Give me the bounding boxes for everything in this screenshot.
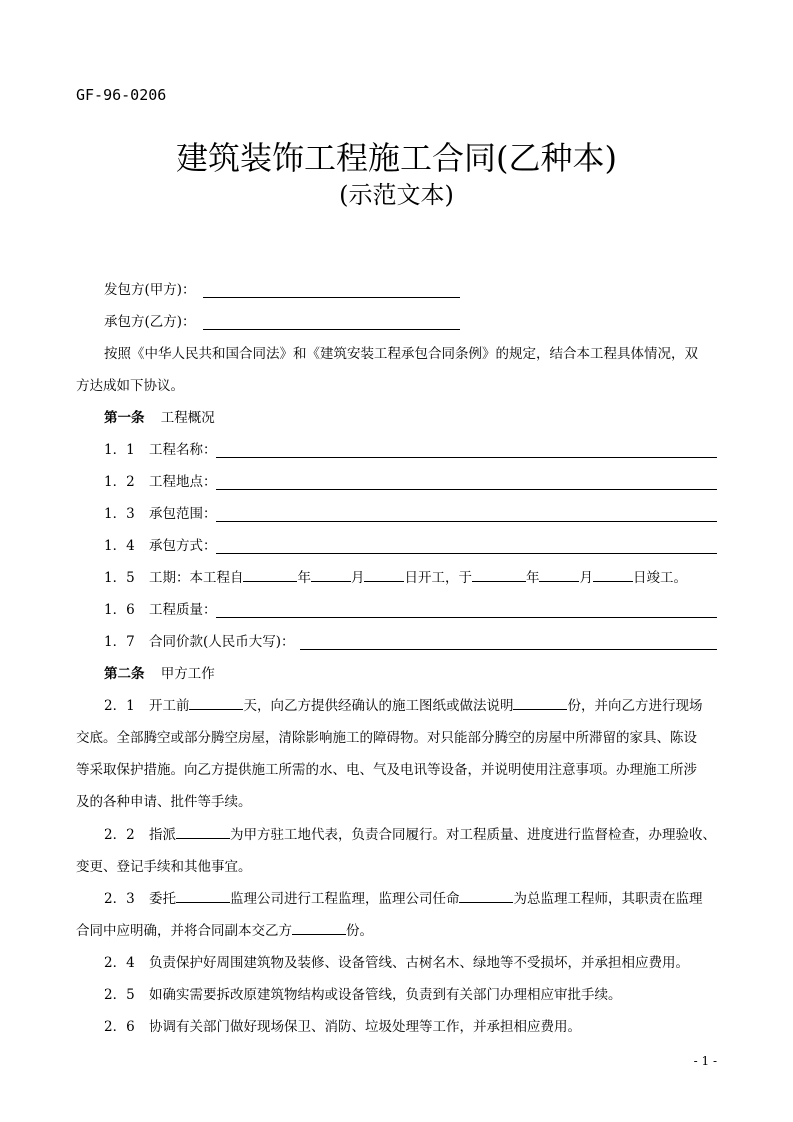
clause-1-4 bbox=[104, 536, 216, 556]
clause-number: 2．5 bbox=[104, 987, 135, 1003]
clause-2-1-line-2: 交底。全部腾空或部分腾空房屋，清除影响施工的障碍物。对只能部分腾空的房屋中所滞留的家具、陈设 bbox=[76, 730, 697, 746]
article-1-number: 第一条 bbox=[104, 410, 145, 426]
clause-text: 为总监理工程师，其职责在监理 bbox=[513, 891, 703, 907]
project-location-field[interactable] bbox=[216, 488, 717, 490]
party-a-label: 发包方(甲方)： bbox=[104, 282, 196, 298]
clause-label: 承包范围： bbox=[148, 506, 217, 522]
clause-1-7 bbox=[104, 632, 295, 652]
days-before-start-field[interactable] bbox=[189, 696, 243, 710]
preamble-line-2: 方达成如下协议。 bbox=[76, 378, 184, 394]
clause-1-1 bbox=[104, 440, 216, 460]
clause-2-1-line-4: 及的各种申请、批件等手续。 bbox=[76, 794, 252, 810]
clause-text: 工期：本工程自 bbox=[148, 570, 244, 586]
clause-number: 1．2 bbox=[104, 474, 135, 490]
start-month-field[interactable] bbox=[311, 568, 351, 582]
document-title: 建筑装饰工程施工合同(乙种本) bbox=[176, 139, 617, 177]
site-representative-field[interactable] bbox=[176, 825, 230, 839]
contract-scope-field[interactable] bbox=[216, 520, 717, 522]
article-2-title: 甲方工作 bbox=[160, 666, 215, 682]
start-day-field[interactable] bbox=[364, 568, 404, 582]
supervision-company-field[interactable] bbox=[176, 889, 230, 903]
clause-2-1-line-1 bbox=[104, 696, 702, 716]
clause-1-6 bbox=[104, 600, 216, 620]
clause-2-5 bbox=[104, 985, 621, 1005]
end-year-field[interactable] bbox=[472, 568, 526, 582]
clause-text: 份，并向乙方进行现场 bbox=[567, 698, 703, 714]
clause-label: 工程地点： bbox=[148, 474, 217, 490]
clause-number: 1．7 bbox=[104, 634, 135, 650]
clause-number: 2．6 bbox=[104, 1019, 135, 1035]
article-2-heading bbox=[104, 664, 215, 684]
party-b-label: 承包方(乙方)： bbox=[104, 314, 196, 330]
clause-2-6 bbox=[104, 1017, 581, 1037]
clause-1-3 bbox=[104, 504, 216, 524]
month-label: 月 bbox=[350, 570, 365, 586]
clause-text: 指派 bbox=[148, 827, 176, 843]
clause-text: 负责保护好周围建筑物及装修、设备管线、古树名木、绿地等不受损坏，并承担相应费用。 bbox=[148, 955, 689, 971]
clause-number: 2．3 bbox=[104, 891, 135, 907]
clause-number: 2．4 bbox=[104, 955, 135, 971]
project-quality-field[interactable] bbox=[216, 616, 717, 618]
document-code: GF-96-0206 bbox=[76, 86, 167, 104]
clause-text: 日竣工。 bbox=[632, 570, 687, 586]
end-month-field[interactable] bbox=[539, 568, 579, 582]
clause-text: 份。 bbox=[346, 923, 373, 939]
year-label: 年 bbox=[525, 570, 540, 586]
clause-2-2-line-2: 变更、登记手续和其他事宜。 bbox=[76, 859, 252, 875]
project-name-field[interactable] bbox=[216, 456, 717, 458]
clause-label: 承包方式： bbox=[148, 538, 217, 554]
chief-engineer-field[interactable] bbox=[459, 889, 513, 903]
preamble-line-1: 按照《中华人民共和国合同法》和《建筑安装工程承包合同条例》的规定，结合本工程具体情况，双 bbox=[104, 346, 698, 362]
clause-number: 1．6 bbox=[104, 602, 135, 618]
document-subtitle: (示范文本) bbox=[339, 181, 454, 209]
clause-number: 1．3 bbox=[104, 506, 135, 522]
article-2-number: 第二条 bbox=[104, 666, 145, 682]
contract-price-field[interactable] bbox=[300, 648, 717, 650]
clause-label: 合同价款(人民币大写)： bbox=[148, 634, 295, 650]
page-number: - 1 - bbox=[693, 1054, 717, 1068]
clause-2-1-line-3: 等采取保护措施。向乙方提供施工所需的水、电、气及电讯等设备，并说明使用注意事项。办理施工所涉 bbox=[76, 762, 697, 778]
clause-text: 如确实需要拆改原建筑物结构或设备管线，负责到有关部门办理相应审批手续。 bbox=[148, 987, 622, 1003]
clause-number: 1．5 bbox=[104, 570, 135, 586]
clause-text: 合同中应明确，并将合同副本交乙方 bbox=[76, 923, 292, 939]
drawing-copies-field[interactable] bbox=[513, 696, 567, 710]
party-b-field[interactable] bbox=[203, 328, 460, 330]
month-label: 月 bbox=[579, 570, 593, 586]
clause-2-4 bbox=[104, 953, 689, 973]
clause-number: 2．2 bbox=[104, 827, 135, 843]
clause-1-2 bbox=[104, 472, 216, 492]
clause-2-3-line-2 bbox=[76, 921, 373, 941]
party-a-row bbox=[104, 280, 196, 300]
contract-method-field[interactable] bbox=[216, 552, 717, 554]
clause-text: 监理公司进行工程监理，监理公司任命 bbox=[229, 891, 460, 907]
year-label: 年 bbox=[297, 570, 311, 586]
start-year-field[interactable] bbox=[243, 568, 297, 582]
article-1-title: 工程概况 bbox=[160, 410, 215, 426]
party-b-row bbox=[104, 312, 196, 332]
clause-number: 1．1 bbox=[104, 442, 135, 458]
clause-1-5 bbox=[104, 568, 687, 588]
end-day-field[interactable] bbox=[593, 568, 633, 582]
clause-2-2-line-1 bbox=[104, 825, 716, 845]
article-1-heading bbox=[104, 408, 215, 428]
clause-text: 委托 bbox=[148, 891, 176, 907]
clause-number: 1．4 bbox=[104, 538, 135, 554]
party-a-field[interactable] bbox=[203, 296, 460, 298]
clause-text: 协调有关部门做好现场保卫、消防、垃圾处理等工作，并承担相应费用。 bbox=[148, 1019, 581, 1035]
clause-text: 为甲方驻工地代表，负责合同履行。对工程质量、进度进行监督检查，办理验收、 bbox=[229, 827, 716, 843]
clause-text: 天，向乙方提供经确认的施工图纸或做法说明 bbox=[243, 698, 514, 714]
contract-copies-field[interactable] bbox=[292, 921, 346, 935]
clause-2-3-line-1 bbox=[104, 889, 702, 909]
clause-text: 开工前 bbox=[148, 698, 190, 714]
clause-label: 工程质量： bbox=[148, 602, 217, 618]
clause-number: 2．1 bbox=[104, 698, 135, 714]
clause-label: 工程名称： bbox=[148, 442, 217, 458]
clause-text: 日开工，于 bbox=[404, 570, 472, 586]
